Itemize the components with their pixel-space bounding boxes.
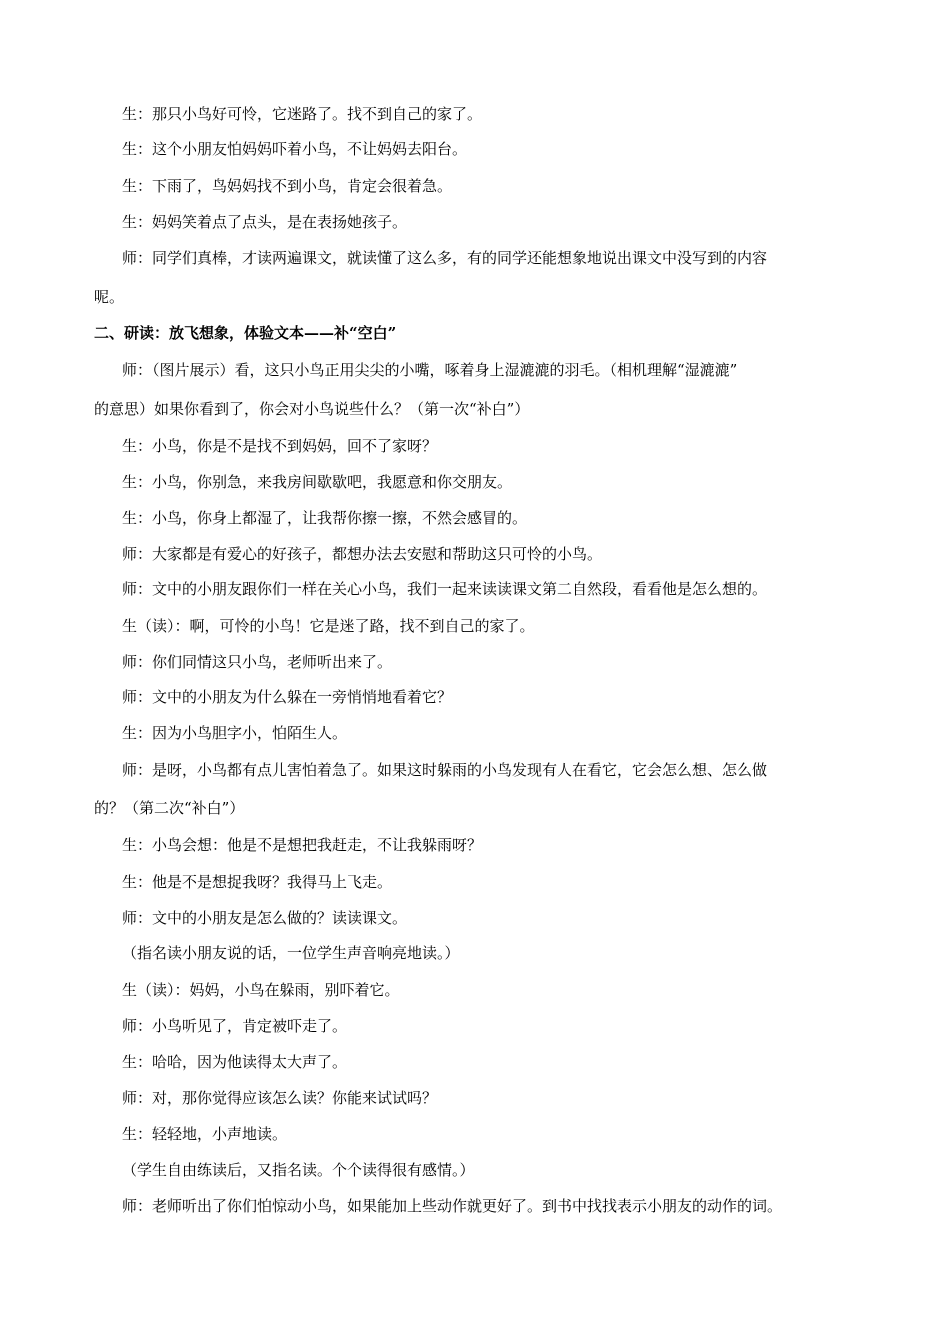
- dialogue-line: 师：对，那你觉得应该怎么读？你能来试试吗？: [122, 1089, 438, 1107]
- dialogue-line-continuation: 呢。: [94, 288, 125, 306]
- dialogue-line: 生：小鸟，你是不是找不到妈妈，回不了家呀？: [122, 437, 438, 455]
- dialogue-line: 生：小鸟，你身上都湿了，让我帮你擦一擦，不然会感冒的。: [122, 509, 528, 527]
- stage-direction: （学生自由练读后，又指名读。个个读得很有感情。）: [122, 1161, 475, 1179]
- dialogue-line: 师：是呀，小鸟都有点儿害怕着急了。如果这时躲雨的小鸟发现有人在看它，它会怎么想、怎么做: [122, 761, 768, 779]
- dialogue-line-continuation: 的意思）如果你看到了，你会对小鸟说些什么？（第一次“补白”）: [94, 400, 530, 418]
- dialogue-line: 师：你们同情这只小鸟，老师听出来了。: [122, 653, 393, 671]
- dialogue-line: 生：妈妈笑着点了点头，是在表扬她孩子。: [122, 213, 408, 231]
- dialogue-line: 师：同学们真棒，才读两遍课文，就读懂了这么多，有的同学还能想象地说出课文中没写到的内容: [122, 249, 768, 267]
- section-heading: 二、研读：放飞想象，体验文本——补“空白”: [94, 324, 397, 342]
- dialogue-line: 师：文中的小朋友是怎么做的？读读课文。: [122, 909, 408, 927]
- dialogue-line: 师：老师听出了你们怕惊动小鸟，如果能加上些动作就更好了。到书中找找表示小朋友的动作的词。: [122, 1197, 783, 1215]
- dialogue-line: 生（读）：啊，可怜的小鸟！它是迷了路，找不到自己的家了。: [122, 617, 535, 635]
- stage-direction: （指名读小朋友说的话，一位学生声音响亮地读。）: [122, 944, 460, 962]
- dialogue-line: 生：小鸟，你别急，来我房间歇歇吧，我愿意和你交朋友。: [122, 473, 513, 491]
- dialogue-line: 师：文中的小朋友为什么躲在一旁悄悄地看着它？: [122, 688, 453, 706]
- dialogue-line: 师：文中的小朋友跟你们一样在关心小鸟，我们一起来读读课文第二自然段，看看他是怎么想的。: [122, 580, 768, 598]
- dialogue-line: 师：小鸟听见了，肯定被吓走了。: [122, 1017, 348, 1035]
- dialogue-line: 生：那只小鸟好可怜，它迷路了。找不到自己的家了。: [122, 105, 483, 123]
- dialogue-line: 师：（图片展示）看，这只小鸟正用尖尖的小嘴，啄着身上湿漉漉的羽毛。（相机理解“湿漉漉”: [122, 361, 738, 379]
- dialogue-line-continuation: 的？（第二次“补白”）: [94, 799, 245, 817]
- dialogue-line: 生：哈哈，因为他读得太大声了。: [122, 1053, 348, 1071]
- dialogue-line: 生：因为小鸟胆字小，怕陌生人。: [122, 724, 348, 742]
- dialogue-line: 生：这个小朋友怕妈妈吓着小鸟，不让妈妈去阳台。: [122, 140, 468, 158]
- dialogue-line: 生（读）：妈妈，小鸟在躲雨，别吓着它。: [122, 981, 400, 999]
- dialogue-line: 师：大家都是有爱心的好孩子，都想办法去安慰和帮助这只可怜的小鸟。: [122, 545, 603, 563]
- dialogue-line: 生：轻轻地，小声地读。: [122, 1125, 288, 1143]
- dialogue-line: 生：他是不是想捉我呀？我得马上飞走。: [122, 873, 393, 891]
- dialogue-line: 生：下雨了，鸟妈妈找不到小鸟，肯定会很着急。: [122, 177, 453, 195]
- dialogue-line: 生：小鸟会想：他是不是想把我赶走，不让我躲雨呀？: [122, 836, 483, 854]
